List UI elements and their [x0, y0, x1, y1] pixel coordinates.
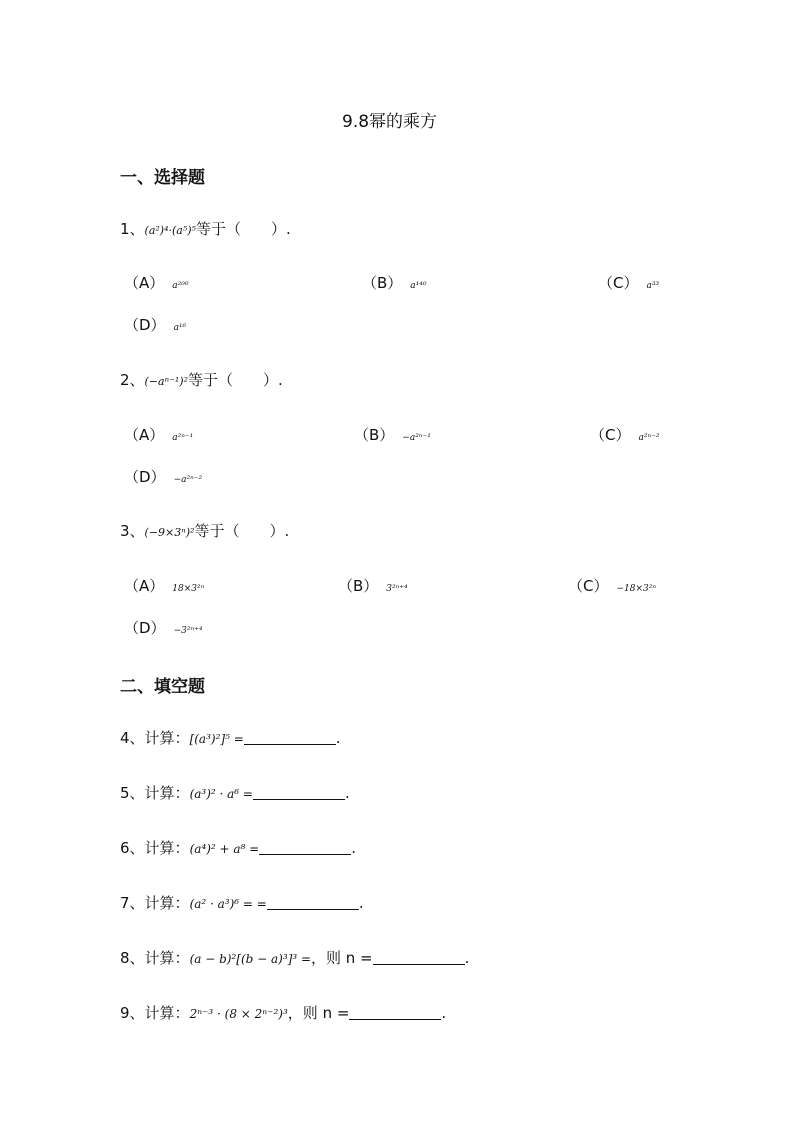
question-number: 9、 [120, 1004, 145, 1022]
question-6 [120, 837, 356, 858]
option-2b [354, 424, 431, 445]
option-1d [124, 314, 186, 335]
question-expression: (−aⁿ⁻¹)² [144, 375, 188, 388]
option-value: −a²ⁿ⁻¹ [402, 433, 431, 443]
option-label: （D） [124, 619, 166, 637]
question-end: . [441, 1004, 447, 1022]
question-expression: (a² · a³)⁶ = = [189, 897, 267, 911]
question-end: . [335, 729, 341, 747]
question-2 [120, 369, 283, 390]
option-2d [124, 466, 202, 487]
question-expression: [(a³)²]⁵ = [189, 732, 244, 746]
section-heading-choice: 一、选择题 [120, 168, 205, 188]
option-2a [124, 424, 193, 445]
question-prefix: 计算： [144, 1004, 190, 1022]
question-number: 8、 [120, 949, 145, 967]
question-expression: (a³)² · a⁶ = [189, 787, 253, 801]
option-value: a²⁰⁰ [172, 281, 189, 291]
question-1 [120, 218, 291, 239]
option-value: −18×3²ⁿ [616, 584, 656, 594]
option-value: −3²ⁿ⁺⁴ [173, 626, 203, 636]
option-label: （B） [338, 577, 379, 595]
question-prefix: 计算： [144, 784, 190, 802]
question-expression: 2ⁿ⁻³ · (8 × 2ⁿ⁻²)³ [189, 1007, 288, 1021]
question-expression: (a⁴)² + a⁸ = [189, 842, 260, 856]
question-prefix: 计算： [144, 949, 190, 967]
option-label: （D） [124, 468, 166, 486]
option-label: （A） [124, 274, 165, 292]
question-number: 5、 [120, 784, 145, 802]
question-end: . [358, 894, 364, 912]
option-3c [568, 575, 656, 596]
answer-blank[interactable] [267, 895, 359, 910]
question-tail: ，则 n = [287, 1004, 350, 1022]
option-value: 18×3²ⁿ [172, 584, 205, 594]
question-5 [120, 782, 350, 803]
option-2c [590, 424, 659, 445]
answer-blank[interactable] [373, 950, 465, 965]
question-expression: (a − b)²[(b − a)³]³ = [189, 952, 311, 966]
option-value: a³³ [646, 281, 660, 291]
question-number: 1、 [120, 220, 145, 238]
answer-blank[interactable] [244, 730, 336, 745]
answer-blank[interactable] [253, 785, 345, 800]
question-tail: ，则 n = [311, 949, 373, 967]
question-stem: 等于（ ）. [194, 522, 290, 540]
question-number: 7、 [120, 894, 145, 912]
option-3b [338, 575, 408, 596]
question-7 [120, 892, 364, 913]
question-expression: (−9×3ⁿ)² [144, 526, 195, 539]
option-value: 3²ⁿ⁺⁴ [386, 584, 408, 594]
option-value: a¹⁴⁰ [410, 281, 427, 291]
option-label: （D） [124, 316, 166, 334]
question-prefix: 计算： [144, 894, 190, 912]
question-expression: (a²)⁴·(a⁵)⁵ [144, 224, 196, 237]
question-end: . [344, 784, 350, 802]
question-prefix: 计算： [144, 839, 190, 857]
question-stem: 等于（ ）. [195, 220, 291, 238]
option-label: （A） [124, 577, 165, 595]
option-3d [124, 617, 202, 638]
option-label: （C） [598, 274, 639, 292]
question-stem: 等于（ ）. [188, 371, 283, 389]
option-label: （C） [568, 577, 609, 595]
option-value: a²ⁿ⁻² [638, 433, 660, 443]
question-9 [120, 1002, 446, 1023]
question-number: 4、 [120, 729, 145, 747]
option-label: （C） [590, 426, 631, 444]
question-number: 2、 [120, 371, 145, 389]
question-end: . [464, 949, 470, 967]
answer-blank[interactable] [259, 840, 351, 855]
option-3a [124, 575, 204, 596]
answer-blank[interactable] [349, 1005, 441, 1020]
option-label: （A） [124, 426, 165, 444]
option-label: （B） [362, 274, 403, 292]
question-3 [120, 520, 289, 541]
page-title: 9.8幂的乘方 [342, 112, 438, 132]
option-value: a¹⁶ [173, 323, 187, 333]
option-value: −a²ⁿ⁻² [173, 475, 203, 485]
section-heading-fill: 二、填空题 [120, 677, 205, 697]
question-8 [120, 947, 469, 968]
question-4 [120, 727, 341, 748]
option-1c [598, 272, 659, 293]
option-1b [362, 272, 427, 293]
option-value: a²ⁿ⁻¹ [172, 433, 194, 443]
question-prefix: 计算： [144, 729, 190, 747]
option-1a [124, 272, 188, 293]
question-number: 3、 [120, 522, 145, 540]
option-label: （B） [354, 426, 395, 444]
question-number: 6、 [120, 839, 145, 857]
question-end: . [351, 839, 356, 857]
